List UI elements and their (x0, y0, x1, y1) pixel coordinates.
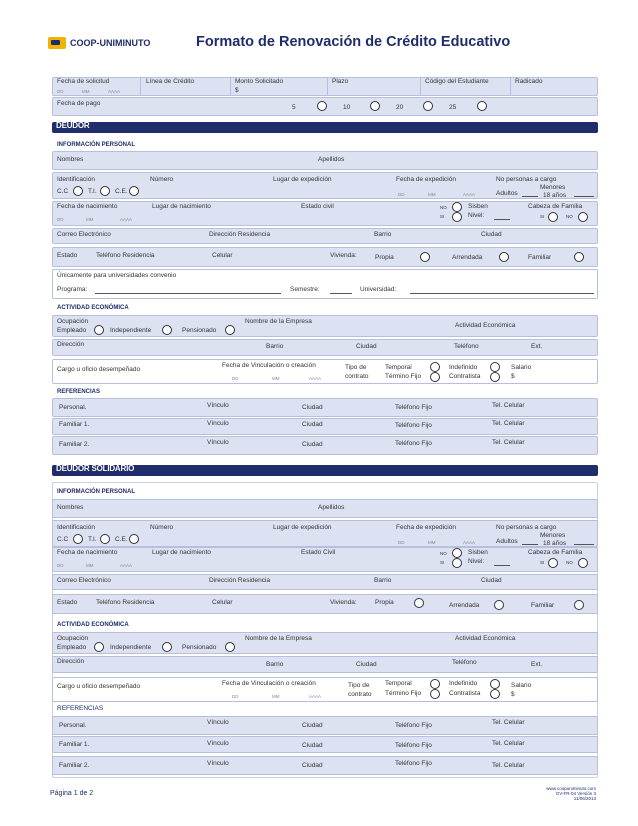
cc-label: C.C (57, 188, 69, 195)
salario-currency: $ (511, 373, 515, 380)
correo-label: Correo Electrónico (57, 577, 111, 584)
programa-label: Programa: (57, 286, 88, 293)
empresa-label: Nombre de la Empresa (245, 318, 312, 325)
deudor-correo-row (52, 228, 598, 244)
independiente-radio[interactable] (162, 642, 172, 652)
temporal-label: Temporal (385, 364, 412, 371)
ocupacion-label: Ocupación (57, 318, 89, 325)
empresa-barrio-label: Barrio (266, 343, 284, 350)
menores-age-label: 18 años (543, 540, 567, 547)
sisben-no-label: NO (440, 205, 447, 210)
propia-radio[interactable] (420, 252, 430, 262)
ref-telfijo-label: Teléfono Fijo (395, 742, 432, 749)
personas-label: No personas a cargo (496, 176, 557, 183)
linea-label: Línea de Crédito (146, 78, 195, 85)
dd-hint: DD (398, 540, 405, 545)
termino-fijo-radio[interactable] (430, 689, 440, 699)
propia-label: Propia (375, 254, 394, 261)
pay-day-10-radio[interactable] (370, 101, 380, 111)
mm-hint: MM (82, 89, 90, 94)
tipo-label: Tipo de (348, 682, 370, 689)
aaaa-hint: AAAA (108, 89, 121, 94)
ref-familiar2-label: Familiar 2. (59, 762, 90, 769)
cabeza-no-label: NO (566, 560, 573, 565)
actividad-eco-label: Actividad Económica (455, 322, 516, 329)
termino-fijo-radio[interactable] (430, 372, 440, 382)
empresa-ciudad-label: Ciudad (356, 343, 377, 350)
ref-ciudad-label: Ciudad (302, 762, 323, 769)
indefinido-label: Indefinido (449, 680, 478, 687)
salario-label: Salario (511, 682, 532, 689)
cabeza-si-radio[interactable] (548, 558, 558, 568)
menores-label: Menores (540, 532, 566, 539)
empleado-label: Empleado (57, 327, 87, 334)
salario-label: Salario (511, 364, 532, 371)
contrato-label: contrato (348, 691, 372, 698)
pensionado-radio[interactable] (225, 642, 235, 652)
fecha-vinc-label: Fecha de Vinculación o creación (222, 362, 316, 369)
fecha-nac-label: Fecha de nacimiento (57, 549, 118, 556)
empleado-radio[interactable] (94, 325, 104, 335)
temporal-radio[interactable] (430, 679, 440, 689)
cabeza-no-radio[interactable] (578, 212, 588, 222)
propia-label: Propia (375, 599, 394, 606)
tel-res-label: Teléfono Residencia (96, 599, 155, 606)
ti-label: T.I. (88, 188, 97, 195)
ciudad-label: Ciudad (481, 577, 502, 584)
empresa-barrio-label: Barrio (266, 661, 284, 668)
barrio-label: Barrio (374, 577, 392, 584)
sisben-si-radio[interactable] (452, 558, 462, 568)
estado-civil-label: Estado Civil (301, 549, 336, 556)
pay-day-25-label: 25 (449, 104, 457, 111)
codigo-label: Código del Estudiante (425, 78, 489, 85)
universidad-label: Universidad: (360, 286, 397, 293)
ref-telfijo-label: Teléfono Fijo (395, 422, 432, 429)
ref-familiar1-label: Familiar 1. (59, 421, 90, 428)
ti-radio[interactable] (100, 186, 110, 196)
empresa-label: Nombre de la Empresa (245, 635, 312, 642)
correo-label: Correo Electrónico (57, 231, 111, 238)
actividad-eco-label: Actividad Económica (455, 635, 516, 642)
familiar-label: Familiar (528, 254, 552, 261)
footer-date: 11/06/2013 (573, 796, 596, 801)
numero-label: Número (150, 524, 174, 531)
arrendada-label: Arrendada (449, 602, 480, 609)
pay-day-20-label: 20 (396, 104, 404, 111)
dd-hint: DD (57, 217, 64, 222)
aaaa-hint: AAAA (120, 563, 133, 568)
ref-vinculo-label: Vínculo (207, 740, 229, 747)
fecha-exp-label: Fecha de expedición (396, 524, 456, 531)
lugar-nac-label: Lugar de nacimiento (152, 549, 211, 556)
sisben-label: Sisben (468, 549, 488, 556)
ref-celular-label: Tel. Celular (492, 719, 525, 726)
vivienda-label: Vivienda: (330, 252, 357, 259)
fecha-exp-label: Fecha de expedición (396, 176, 456, 183)
deudor-referencias-title: REFERENCIAS (57, 389, 101, 395)
page-number: Página 1 de 2 (50, 790, 94, 797)
pensionado-label: Pensionado (182, 327, 217, 334)
ref-ciudad-label: Ciudad (302, 722, 323, 729)
aaaa-hint: AAAA (309, 376, 322, 381)
ref-familiar1-label: Familiar 1. (59, 741, 90, 748)
nombres-label: Nombres (57, 156, 84, 163)
contratista-label: Contratista (449, 690, 481, 697)
solidario-referencias-title: REFERENCIAS (57, 705, 104, 712)
ref-celular-label: Tel. Celular (492, 402, 525, 409)
mm-hint: MM (86, 217, 94, 222)
ref-familiar2-label: Familiar 2. (59, 441, 90, 448)
cc-label: C.C (57, 536, 69, 543)
radicado-label: Radicado (515, 78, 543, 85)
solidario-correo-row (52, 574, 598, 590)
cc-radio[interactable] (73, 534, 83, 544)
ref-vinculo-label: Vínculo (207, 439, 229, 446)
ext-label: Ext. (531, 343, 543, 350)
tipo-label: Tipo de (345, 364, 367, 371)
cabeza-no-label: NO (566, 214, 573, 219)
ce-radio[interactable] (129, 186, 139, 196)
fecha-solicitud-label: Fecha de solicitud (57, 78, 110, 85)
contratista-radio[interactable] (490, 372, 500, 382)
sisben-no-label: NO (440, 551, 447, 556)
ref-celular-label: Tel. Celular (492, 439, 525, 446)
footer-meta (480, 786, 596, 801)
menores-age-label: 18 años (543, 192, 567, 199)
ocupacion-label: Ocupación (57, 635, 89, 642)
deudor-title: DEUDOR (56, 121, 90, 130)
logo-text: COOP-UNIMINUTO (70, 38, 151, 48)
fecha-nac-label: Fecha de nacimiento (57, 203, 118, 210)
solidario-actividad-title: ACTIVIDAD ECONÓMICA (57, 622, 129, 628)
direccion-label: Dirección (57, 341, 85, 348)
solidario-section-header (52, 465, 598, 476)
sisben-si-label: SI (440, 214, 445, 219)
ce-radio[interactable] (129, 534, 139, 544)
contrato-label: contrato (345, 373, 369, 380)
ext-label: Ext. (531, 661, 543, 668)
lugar-nac-label: Lugar de nacimiento (152, 203, 211, 210)
cabeza-si-label: SI (540, 214, 545, 219)
ref-vinculo-label: Vínculo (207, 719, 229, 726)
dd-hint: DD (398, 192, 405, 197)
solidario-title: DEUDOR SOLIDARIO (56, 464, 135, 473)
sisben-label: Sisben (468, 203, 488, 210)
logo-icon (48, 37, 66, 49)
cabeza-no-radio[interactable] (578, 558, 588, 568)
adultos-label: Adultos (496, 538, 518, 545)
direccion-res-label: Dirección Residencia (209, 577, 271, 584)
deudor-info-title: INFORMACIÓN PERSONAL (57, 142, 135, 148)
empresa-telefono-label: Teléfono (454, 343, 479, 350)
temporal-label: Temporal (385, 680, 412, 687)
direccion-res-label: Dirección Residencia (209, 231, 271, 238)
deudor-direccion-row (52, 339, 598, 356)
monto-label: Monto Solicitado (235, 78, 284, 85)
cargo-label: Cargo u oficio desempeñado (57, 366, 141, 373)
pay-day-25-radio[interactable] (477, 101, 487, 111)
footer-web: www.coopuniminuto.com (546, 786, 596, 791)
empresa-telefono-label: Teléfono (452, 659, 477, 666)
celular-label: Celular (212, 252, 233, 259)
arrendada-radio[interactable] (494, 600, 504, 610)
ref-ciudad-label: Ciudad (302, 404, 323, 411)
adultos-label: Adultos (496, 190, 518, 197)
contratista-radio[interactable] (490, 689, 500, 699)
aaaa-hint: AAAA (463, 540, 476, 545)
footer-version: GV-FR-04 Versión 3 (555, 791, 596, 796)
indefinido-label: Indefinido (449, 364, 478, 371)
ref-vinculo-label: Vínculo (207, 760, 229, 767)
solidario-direccion-row (52, 656, 598, 673)
termino-fijo-label: Término Fijo (385, 690, 422, 697)
aaaa-hint: AAAA (120, 217, 133, 222)
empleado-radio[interactable] (94, 642, 104, 652)
page-title: Formato de Renovación de Crédito Educativo (196, 34, 511, 50)
convenio-label: Únicamente para universidades convenio (57, 272, 177, 279)
sisben-no-radio[interactable] (452, 202, 462, 212)
deudor-actividad-title: ACTIVIDAD ECONÓMICA (57, 305, 129, 311)
cargo-label: Cargo u oficio desempeñado (57, 683, 141, 690)
contratista-label: Contratista (449, 373, 481, 380)
ref-telfijo-label: Teléfono Fijo (395, 440, 432, 447)
menores-label: Menores (540, 184, 566, 191)
indefinido-radio[interactable] (490, 679, 500, 689)
fecha-vinc-label: Fecha de Vinculación o creación (222, 680, 316, 687)
nivel-label: Nivel: (468, 558, 485, 565)
cabeza-si-radio[interactable] (548, 212, 558, 222)
indefinido-radio[interactable] (490, 362, 500, 372)
cabeza-si-label: SI (540, 560, 545, 565)
mm-hint: MM (428, 540, 436, 545)
lugar-exp-label: Lugar de expedición (273, 176, 332, 183)
ref-ciudad-label: Ciudad (302, 742, 323, 749)
fecha-pago-label: Fecha de pago (57, 100, 101, 107)
sisben-si-radio[interactable] (452, 212, 462, 222)
estado-civil-label: Estado civil (301, 203, 334, 210)
cabeza-label: Cabeza de Familia (528, 549, 583, 556)
celular-label: Celular (212, 599, 233, 606)
ti-radio[interactable] (100, 534, 110, 544)
sisben-si-label: SI (440, 560, 445, 565)
dd-hint: DD (57, 89, 64, 94)
arrendada-label: Arrendada (452, 254, 483, 261)
ref-telfijo-label: Teléfono Fijo (395, 722, 432, 729)
propia-radio[interactable] (414, 598, 424, 608)
independiente-label: Independiente (110, 327, 152, 334)
lugar-exp-label: Lugar de expedición (273, 524, 332, 531)
mm-hint: MM (272, 376, 280, 381)
ti-label: T.I. (88, 536, 97, 543)
aaaa-hint: AAAA (309, 694, 322, 699)
ref-ciudad-label: Ciudad (302, 421, 323, 428)
identificacion-label: Identificación (57, 176, 95, 183)
deudor-section-header (52, 122, 598, 133)
mm-hint: MM (428, 192, 436, 197)
ce-label: C.E. (115, 188, 128, 195)
temporal-radio[interactable] (430, 362, 440, 372)
mm-hint: MM (86, 563, 94, 568)
estado-label: Estado (57, 252, 78, 259)
ref-celular-label: Tel. Celular (492, 740, 525, 747)
cabeza-label: Cabeza de Familia (528, 203, 583, 210)
ce-label: C.E. (115, 536, 128, 543)
apellidos-label: Apellidos (318, 156, 345, 163)
ciudad-label: Ciudad (481, 231, 502, 238)
estado-label: Estado (57, 599, 78, 606)
familiar-radio[interactable] (574, 252, 584, 262)
ref-celular-label: Tel. Celular (492, 762, 525, 769)
pay-day-10-label: 10 (343, 104, 351, 111)
logo (48, 36, 150, 50)
termino-fijo-label: Término Fijo (385, 373, 422, 380)
cc-radio[interactable] (73, 186, 83, 196)
sisben-no-radio[interactable] (452, 548, 462, 558)
ref-vinculo-label: Vínculo (207, 402, 229, 409)
ref-personal-label: Personal. (59, 404, 87, 411)
independiente-radio[interactable] (162, 325, 172, 335)
apellidos-label: Apellidos (318, 504, 345, 511)
ref-telfijo-label: Teléfono Fijo (395, 404, 432, 411)
ref-telfijo-label: Teléfono Fijo (395, 760, 432, 767)
solidario-info-title: INFORMACIÓN PERSONAL (57, 489, 135, 495)
ref-vinculo-label: Vínculo (207, 420, 229, 427)
pay-day-5-radio[interactable] (317, 101, 327, 111)
familiar-radio[interactable] (574, 600, 584, 610)
plazo-label: Plazo (332, 78, 349, 85)
semestre-label: Semestre: (290, 286, 320, 293)
ref-celular-label: Tel. Celular (492, 420, 525, 427)
personas-label: No personas a cargo (496, 524, 557, 531)
salario-currency: $ (511, 691, 515, 698)
currency-sign: $ (235, 87, 239, 94)
tel-res-label: Teléfono Residencia (96, 252, 155, 259)
nivel-label: Nivel: (468, 212, 485, 219)
dd-hint: DD (232, 376, 239, 381)
barrio-label: Barrio (374, 231, 392, 238)
ref-ciudad-label: Ciudad (302, 441, 323, 448)
identificacion-label: Identificación (57, 524, 95, 531)
ref-personal-label: Personal. (59, 722, 87, 729)
pay-day-20-radio[interactable] (423, 101, 433, 111)
familiar-label: Familiar (531, 602, 555, 609)
independiente-label: Independiente (110, 644, 152, 651)
empleado-label: Empleado (57, 644, 87, 651)
dd-hint: DD (57, 563, 64, 568)
mm-hint: MM (272, 694, 280, 699)
arrendada-radio[interactable] (499, 252, 509, 262)
pensionado-label: Pensionado (182, 644, 217, 651)
empresa-ciudad-label: Ciudad (356, 661, 377, 668)
vivienda-label: Vivienda: (330, 599, 357, 606)
pay-day-5-label: 5 (292, 104, 296, 111)
aaaa-hint: AAAA (463, 192, 476, 197)
numero-label: Número (150, 176, 174, 183)
dd-hint: DD (232, 694, 239, 699)
direccion-label: Dirección (57, 658, 85, 665)
pensionado-radio[interactable] (225, 325, 235, 335)
nombres-label: Nombres (57, 504, 84, 511)
